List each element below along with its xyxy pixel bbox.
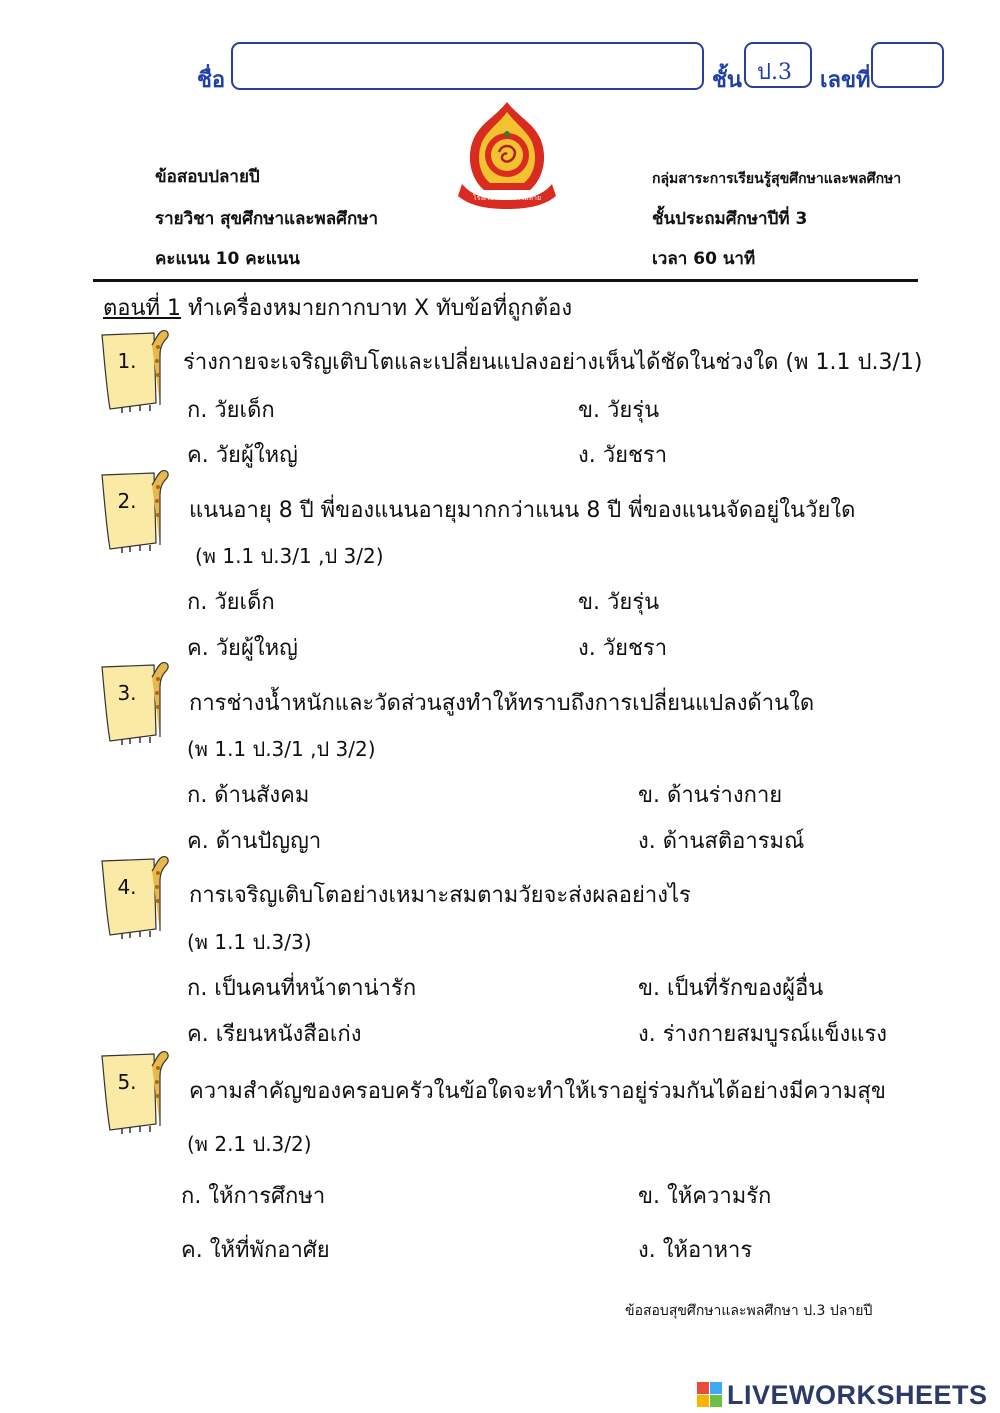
question-reference: (พ 2.1 ป.3/2) bbox=[187, 1132, 312, 1156]
liveworksheets-text: LIVEWORKSHEETS bbox=[727, 1379, 988, 1410]
number-input[interactable] bbox=[871, 42, 944, 88]
liveworksheets-brand bbox=[697, 1380, 988, 1410]
question-number: 2. bbox=[117, 489, 137, 513]
name-input[interactable] bbox=[231, 42, 704, 90]
option-b[interactable]: ข. วัยรุ่น bbox=[578, 590, 660, 615]
number-label: เลขที่ bbox=[820, 68, 871, 93]
class-value: ป.3 bbox=[757, 60, 792, 85]
option-d[interactable]: ง. วัยชรา bbox=[578, 443, 668, 468]
grade: ชั้นประถมศึกษาปีที่ 3 bbox=[652, 209, 808, 229]
question-number: 5. bbox=[117, 1070, 137, 1094]
question-text: ความสำคัญของครอบครัวในข้อใดจะทำให้เราอยู่ร่วมกันได้อย่างมีความสุข bbox=[189, 1079, 886, 1104]
subject: รายวิชา สุขศึกษาและพลศึกษา bbox=[155, 209, 378, 229]
option-c[interactable]: ค. เรียนหนังสือเก่ง bbox=[187, 1022, 362, 1047]
footer-note: ข้อสอบสุขศึกษาและพลศึกษา ป.3 ปลายปี bbox=[625, 1303, 873, 1319]
question-text: แนนอายุ 8 ปี พี่ของแนนอายุมากกว่าแนน 8 ปี พี่ของแนนจัดอยู่ในวัยใด bbox=[189, 498, 856, 523]
question-number-tag bbox=[96, 465, 172, 545]
option-d[interactable]: ง. ด้านสติอารมณ์ bbox=[638, 829, 805, 854]
header-divider bbox=[93, 279, 918, 282]
option-b[interactable]: ข. เป็นที่รักของผู้อื่น bbox=[638, 976, 824, 1001]
option-a[interactable]: ก. วัยเด็ก bbox=[187, 398, 275, 423]
option-d[interactable]: ง. วัยชรา bbox=[578, 636, 668, 661]
question-number-tag bbox=[96, 1046, 172, 1126]
question-text: การช่างน้ำหนักและวัดส่วนสูงทำให้ทราบถึงการเปลี่ยนแปลงด้านใด bbox=[189, 691, 815, 716]
question-number-tag bbox=[96, 851, 172, 931]
section-label: ตอนที่ 1 bbox=[103, 296, 182, 321]
section-title bbox=[103, 290, 572, 325]
option-a[interactable]: ก. ด้านสังคม bbox=[187, 783, 310, 808]
school-emblem bbox=[452, 100, 562, 210]
option-d[interactable]: ง. ร่างกายสมบูรณ์แข็งแรง bbox=[638, 1022, 888, 1047]
option-b[interactable]: ข. วัยรุ่น bbox=[578, 398, 660, 423]
time: เวลา 60 นาที bbox=[652, 249, 756, 269]
section-instruction: ทำเครื่องหมายกากบาท X ทับข้อที่ถูกต้อง bbox=[181, 296, 573, 321]
option-c[interactable]: ค. ด้านปัญญา bbox=[187, 829, 322, 854]
question-number: 3. bbox=[117, 681, 137, 705]
question-number: 4. bbox=[117, 875, 137, 899]
option-d[interactable]: ง. ให้อาหาร bbox=[638, 1238, 753, 1263]
option-c[interactable]: ค. วัยผู้ใหญ่ bbox=[187, 443, 298, 468]
emblem-caption: โรงเรียนบ้านท่าไม้ลาย bbox=[472, 194, 542, 202]
option-a[interactable]: ก. วัยเด็ก bbox=[187, 590, 275, 615]
exam-title: ข้อสอบปลายปี bbox=[155, 167, 260, 187]
question-number-tag bbox=[96, 657, 172, 737]
question-reference: (พ 1.1 ป.3/1 ,ป 3/2) bbox=[187, 737, 376, 761]
option-c[interactable]: ค. ให้ที่พักอาศัย bbox=[181, 1238, 330, 1263]
question-reference: (พ 1.1 ป.3/3) bbox=[187, 930, 312, 954]
liveworksheets-logo-icon bbox=[697, 1382, 725, 1408]
class-label: ชั้น bbox=[712, 68, 742, 93]
question-text: ร่างกายจะเจริญเติบโตและเปลี่ยนแปลงอย่างเห็นได้ชัดในช่วงใด (พ 1.1 ป.3/1) bbox=[183, 350, 923, 375]
option-a[interactable]: ก. ให้การศึกษา bbox=[181, 1184, 326, 1209]
question-reference: (พ 1.1 ป.3/1 ,ป 3/2) bbox=[195, 544, 384, 568]
option-a[interactable]: ก. เป็นคนที่หน้าตาน่ารัก bbox=[187, 976, 417, 1001]
question-number-tag bbox=[96, 325, 172, 405]
score: คะแนน 10 คะแนน bbox=[155, 249, 300, 269]
question-text: การเจริญเติบโตอย่างเหมาะสมตามวัยจะส่งผลอย่างไร bbox=[189, 883, 691, 908]
name-label: ชื่อ bbox=[197, 68, 226, 93]
learning-group: กลุ่มสาระการเรียนรู้สุขศึกษาและพลศึกษา bbox=[652, 171, 902, 187]
question-number: 1. bbox=[117, 349, 137, 373]
option-b[interactable]: ข. ด้านร่างกาย bbox=[638, 783, 783, 808]
option-c[interactable]: ค. วัยผู้ใหญ่ bbox=[187, 636, 298, 661]
option-b[interactable]: ข. ให้ความรัก bbox=[638, 1184, 772, 1209]
class-input[interactable] bbox=[744, 42, 812, 88]
